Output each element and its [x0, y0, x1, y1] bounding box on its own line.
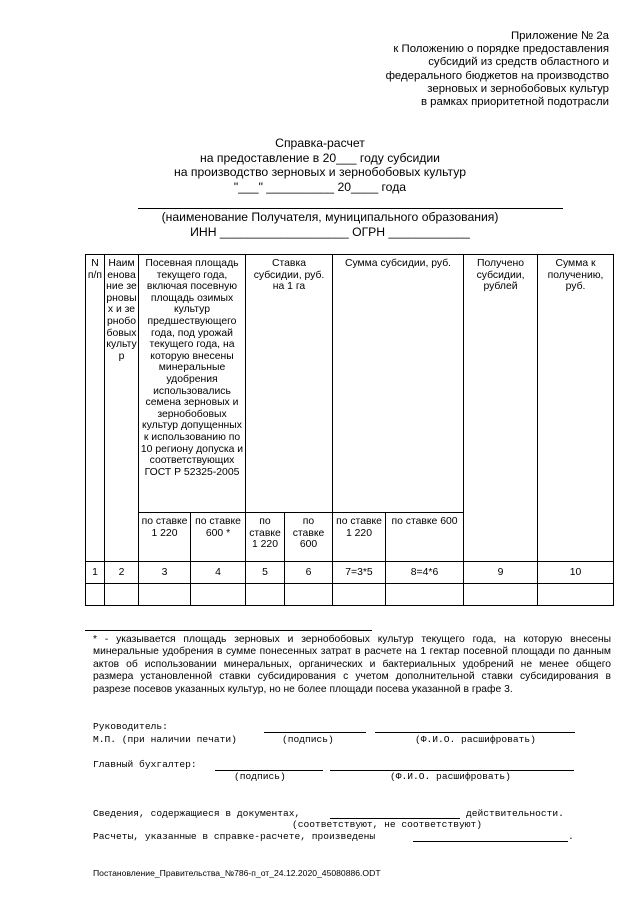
inn-ogrn-line: ИНН ___________________ ОГРН ____________: [190, 225, 470, 239]
table-row: [86, 584, 614, 606]
title-line: Справка-расчет: [275, 136, 365, 150]
head-signature-line[interactable]: [264, 732, 366, 733]
sub-area-1220: по ставке 1 220: [139, 513, 191, 562]
calc-statement: Расчеты, указанные в справке-расчете, произведены: [93, 831, 376, 842]
footnote-divider: [85, 630, 372, 631]
head-fio-line[interactable]: [375, 732, 575, 733]
index-cell: 5: [246, 562, 285, 584]
annex-header: [386, 30, 609, 109]
header-num: N п/п: [86, 255, 105, 562]
index-cell: 10: [538, 562, 614, 584]
head-label: Руководитель:: [93, 721, 168, 732]
stamp-label: М.П. (при наличии печати): [93, 734, 237, 745]
empty-cell[interactable]: [538, 584, 614, 606]
sub-rate-600: по ставке 600: [285, 513, 333, 562]
title-line: на производство зерновых и зернобобовых культур: [173, 165, 466, 180]
sub-area-600: по ставке 600 *: [191, 513, 246, 562]
header-area: Посевная площадь текущего года, включая посевную площадь озимых культур предшествующего года, под урожай текущего года, на которую внесены минеральные удобрения использовались семена зерновых и зернобобовых культур допущенных к использованию по 10 региону допуска и соответствующих ГОСТ Р 52325-2005: [139, 255, 246, 513]
title-line: на предоставление в 20___ году субсидии: [200, 150, 440, 165]
empty-cell[interactable]: [86, 584, 105, 606]
header-crop: Наименование зерновых и зернобобовых культур: [105, 255, 139, 562]
conformity-caption: (соответствуют, не соответствуют): [292, 819, 482, 830]
index-cell: 3: [139, 562, 191, 584]
annex-line: зерновых и зернобобовых культур: [427, 82, 609, 95]
signature-caption: (подпись): [282, 734, 334, 745]
annex-line: федерального бюджетов на производство: [385, 69, 609, 82]
index-cell: 9: [464, 562, 538, 584]
document-title: [120, 136, 520, 194]
index-cell: 8=4*6: [386, 562, 464, 584]
calculation-table: [85, 254, 614, 606]
empty-cell[interactable]: [105, 584, 139, 606]
footnote: * - указывается площадь зерновых и зернобобовых культур текущего года, на которую внесены минеральные удобрения в сумме понесенных затрат в расчете на 1 гектар посевной площади по данным актов об использовании минеральных, органических и бактериальных удобрений не менее общего размера установленной ставки субсидирования с учетом дополнительной ставки субсидирования в разрезе посевов указанных культур, но не более площади посева указанной в графе 3.: [93, 634, 611, 695]
empty-cell[interactable]: [285, 584, 333, 606]
annex-line: в рамках приоритетной подотрасли: [420, 96, 609, 109]
sub-sum-1220: по ставке 1 220: [333, 513, 386, 562]
index-cell: 1: [86, 562, 105, 584]
header-rate: Ставка субсидии, руб. на 1 га: [246, 255, 333, 513]
header-sum: Сумма субсидии, руб.: [333, 255, 464, 513]
empty-cell[interactable]: [246, 584, 285, 606]
signature-caption: (подпись): [234, 771, 286, 782]
calc-statement-end: .: [568, 831, 574, 842]
fio-caption: (Ф.И.О. расшифровать): [415, 734, 536, 745]
annex-line: субсидий из средств областного и: [428, 56, 609, 69]
recipient-caption: (наименование Получателя, муниципального образования): [161, 210, 499, 224]
empty-cell[interactable]: [386, 584, 464, 606]
calc-fill-line[interactable]: [413, 841, 568, 842]
header-received: Получено субсидии, рублей: [464, 255, 538, 562]
annex-line: к Положению о порядке предоставления: [393, 43, 609, 56]
empty-cell[interactable]: [191, 584, 246, 606]
header-to-receive: Сумма к получению, руб.: [538, 255, 614, 562]
sub-sum-600: по ставке 600: [386, 513, 464, 562]
accountant-label: Главный бухгалтер:: [93, 759, 197, 770]
sub-rate-1220: по ставке 1 220: [246, 513, 285, 562]
index-cell: 6: [285, 562, 333, 584]
empty-cell[interactable]: [333, 584, 386, 606]
index-cell: 4: [191, 562, 246, 584]
index-cell: 2: [105, 562, 139, 584]
annex-line: Приложение № 2а: [510, 30, 609, 42]
title-line: "___" __________ 20____ года: [233, 179, 407, 194]
info-statement: Сведения, содержащиеся в документах,: [93, 808, 301, 819]
empty-cell[interactable]: [139, 584, 191, 606]
info-statement-end: действительности.: [466, 808, 564, 819]
recipient-fill-line: [138, 208, 563, 209]
footer-file-name: Постановление_Правительства_№786-п_от_24.12.2020_45080886.ODT: [93, 868, 381, 878]
fio-caption: (Ф.И.О. расшифровать): [390, 771, 511, 782]
index-cell: 7=3*5: [333, 562, 386, 584]
empty-cell[interactable]: [464, 584, 538, 606]
